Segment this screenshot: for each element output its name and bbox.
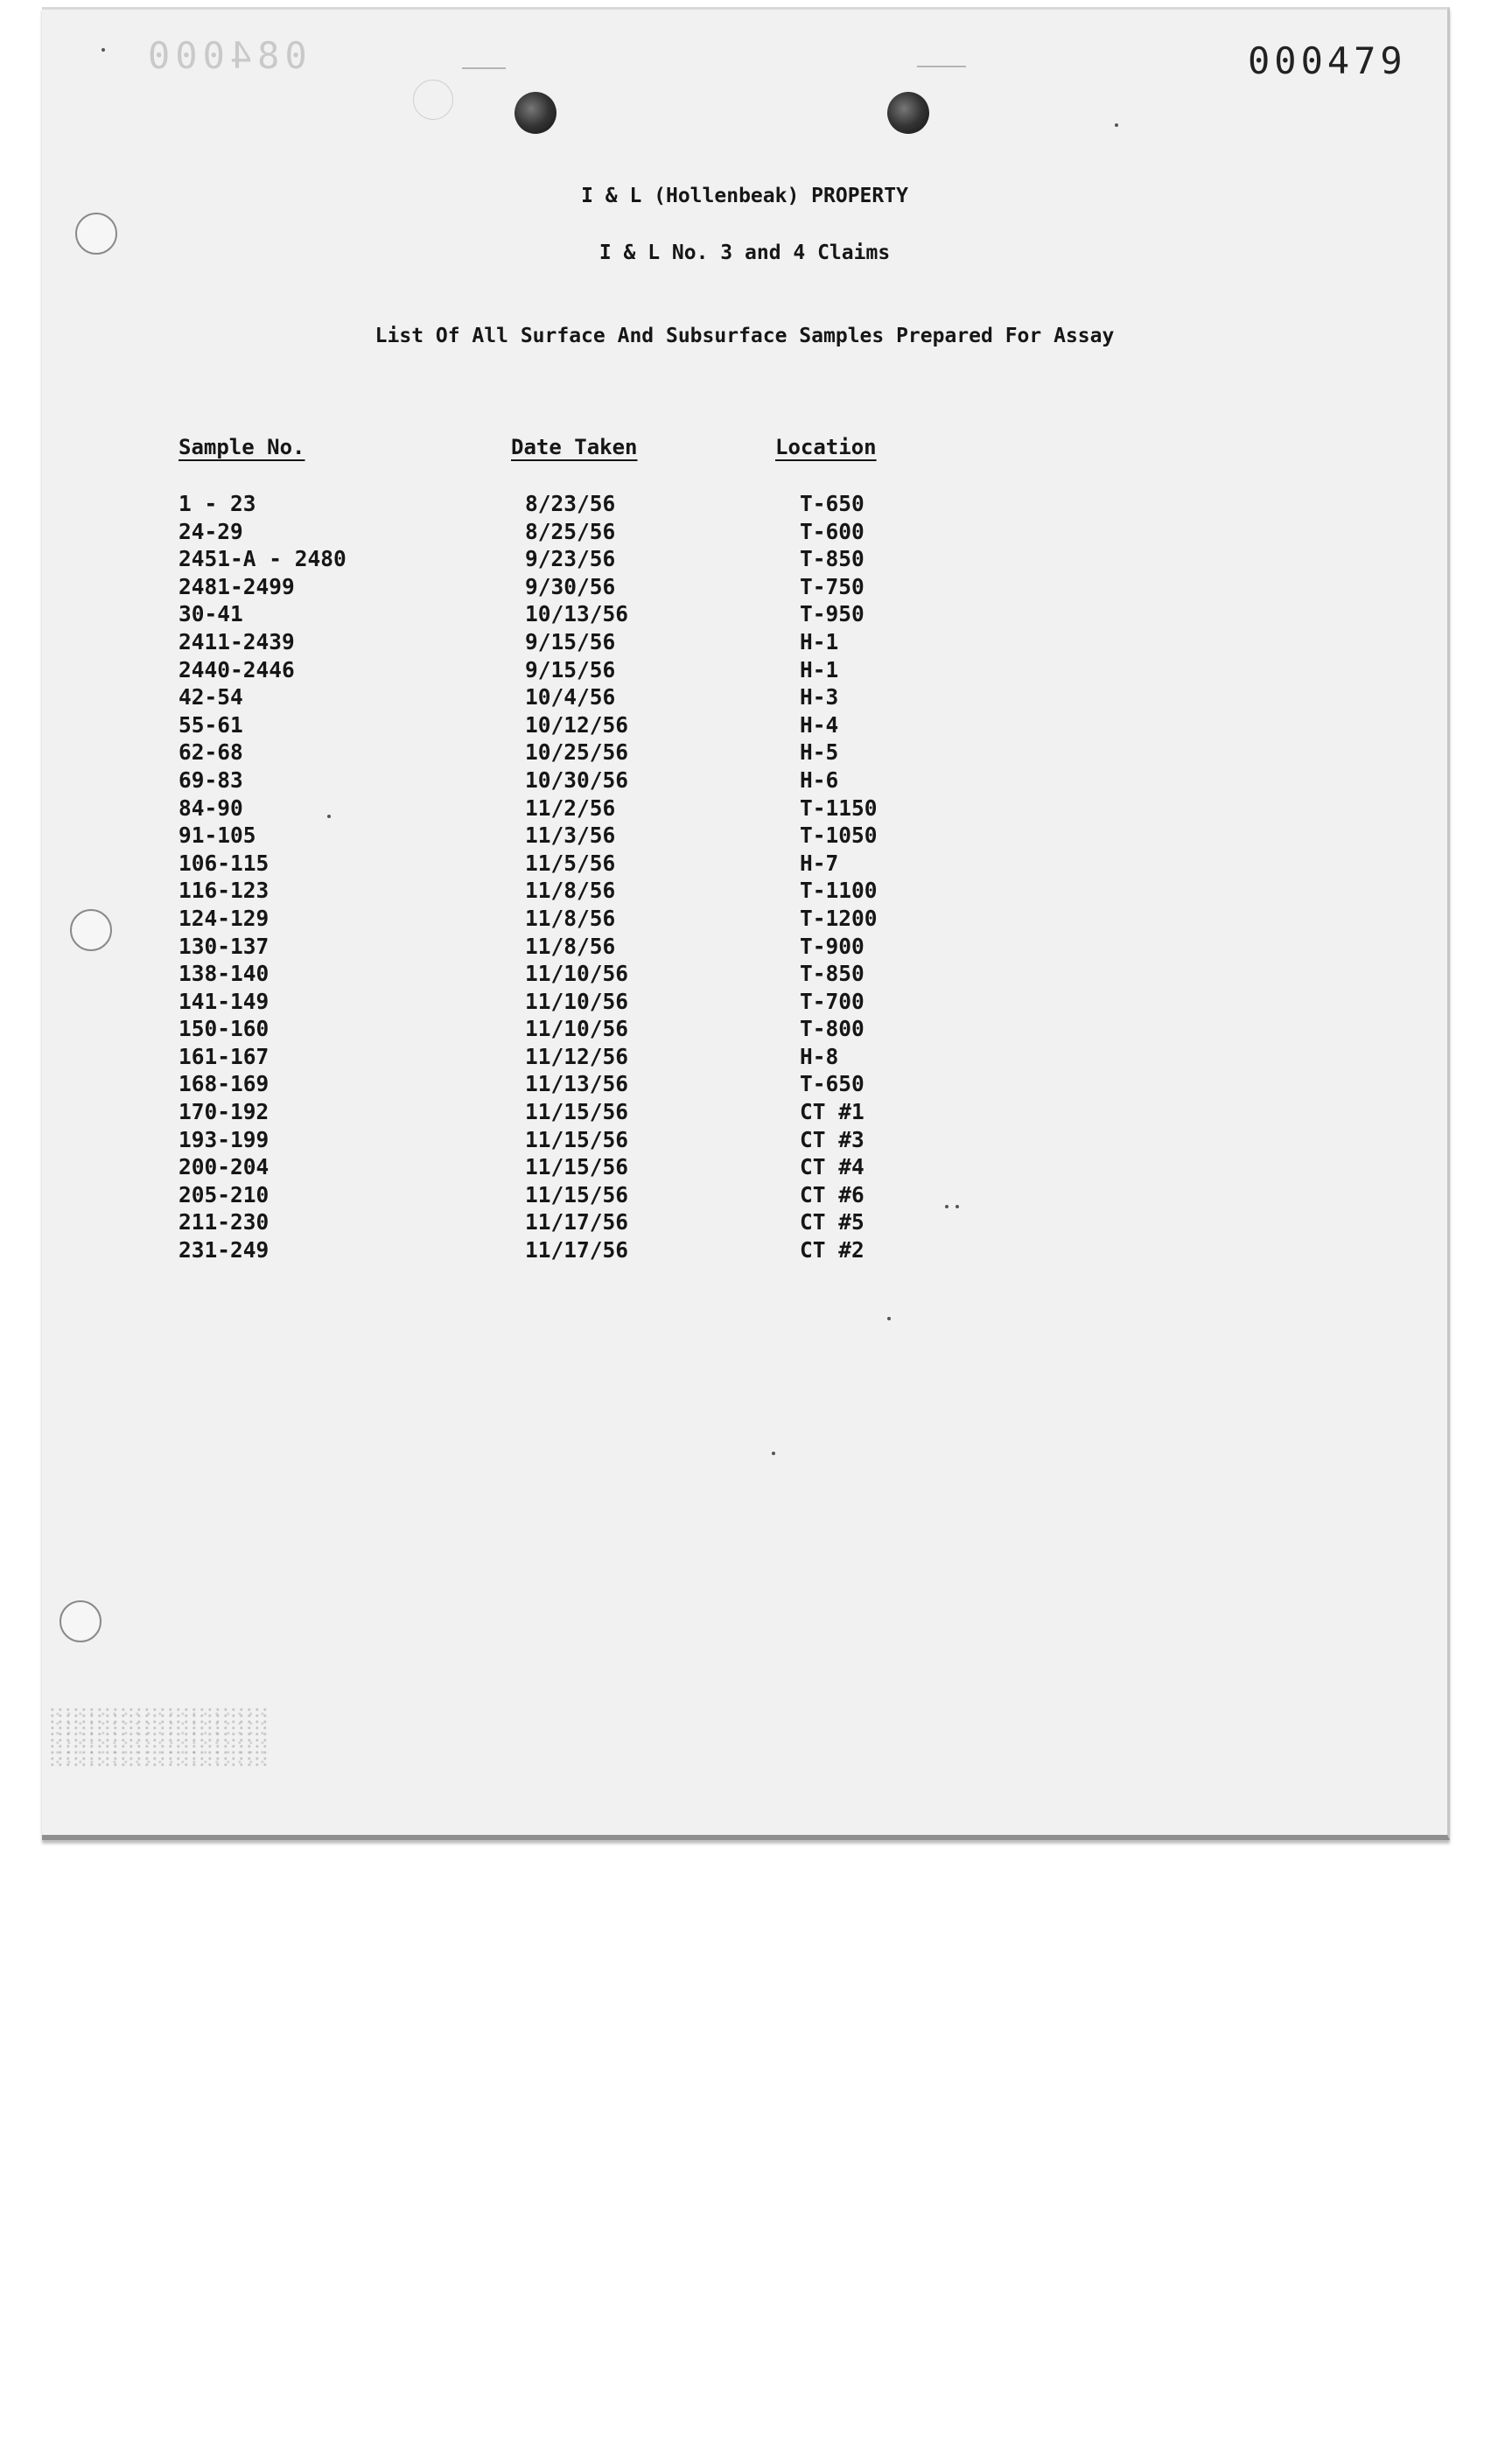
- table-row: [42, 1209, 1447, 1237]
- sample-number: 193-199: [178, 1126, 270, 1152]
- scan-speck: [1115, 123, 1118, 127]
- sample-number: 116-123: [178, 878, 270, 904]
- sample-number: 150-160: [178, 1016, 270, 1042]
- scan-speck: [887, 1317, 891, 1320]
- location: T-950: [800, 601, 864, 627]
- location: T-750: [800, 573, 864, 599]
- sample-number: 141-149: [178, 988, 270, 1014]
- column-header-location: Location: [775, 435, 877, 459]
- table-row: [42, 878, 1447, 906]
- sample-number: 42-54: [178, 684, 243, 710]
- table-row: [42, 906, 1447, 934]
- document-stamp-number: 000479: [1248, 39, 1407, 82]
- sample-number: 1 - 23: [178, 491, 256, 516]
- location: H-5: [800, 739, 839, 766]
- table-row: [42, 989, 1447, 1017]
- sample-number: 205-210: [178, 1181, 270, 1208]
- scan-speck: [102, 48, 105, 52]
- date-taken: 11/13/56: [525, 1071, 629, 1097]
- location: H-8: [800, 1043, 839, 1069]
- date-taken: 11/3/56: [525, 822, 616, 849]
- claims-subtitle: I & L No. 3 and 4 Claims: [598, 242, 891, 264]
- table-row: [42, 1044, 1447, 1072]
- date-taken: 10/4/56: [525, 684, 616, 710]
- location: CT #1: [800, 1099, 864, 1125]
- faint-stamp-number: 084000: [143, 34, 307, 77]
- location: CT #3: [800, 1126, 864, 1152]
- date-taken: 11/5/56: [525, 850, 616, 876]
- sample-number: 231-249: [178, 1237, 270, 1264]
- sample-number: 161-167: [178, 1043, 270, 1069]
- date-taken: 11/15/56: [525, 1181, 629, 1208]
- table-row: [42, 1127, 1447, 1155]
- table-row: [42, 712, 1447, 740]
- sample-number: 2440-2446: [178, 656, 295, 682]
- date-taken: 9/30/56: [525, 573, 616, 599]
- sample-number: 138-140: [178, 961, 270, 987]
- table-row: [42, 1154, 1447, 1182]
- table-row: [42, 1182, 1447, 1210]
- location: H-1: [800, 656, 839, 682]
- location: H-6: [800, 766, 839, 793]
- location: T-850: [800, 546, 864, 572]
- date-taken: 11/10/56: [525, 1016, 629, 1042]
- date-taken: 11/15/56: [525, 1154, 629, 1180]
- document-page: [42, 7, 1450, 1840]
- table-row: [42, 684, 1447, 712]
- sample-number: 200-204: [178, 1154, 270, 1180]
- scan-scuff: [462, 67, 506, 69]
- scan-scuff: [917, 66, 966, 67]
- location: T-850: [800, 961, 864, 987]
- location: T-700: [800, 988, 864, 1014]
- date-taken: 8/25/56: [525, 518, 616, 544]
- table-row: [42, 1016, 1447, 1044]
- scan-smudge: [51, 1707, 270, 1768]
- table-row: [42, 767, 1447, 795]
- binder-hole-bottom: [60, 1600, 102, 1642]
- list-heading: List Of All Surface And Subsurface Samples Prepared For Assay: [374, 325, 1115, 347]
- sample-number: 24-29: [178, 518, 243, 544]
- sample-number: 2411-2439: [178, 628, 295, 654]
- table-row: [42, 739, 1447, 767]
- sample-number: 106-115: [178, 850, 270, 876]
- date-taken: 11/8/56: [525, 933, 616, 959]
- location: H-1: [800, 628, 839, 654]
- date-taken: 11/15/56: [525, 1099, 629, 1125]
- table-row: [42, 1099, 1447, 1127]
- table-row: [42, 822, 1447, 850]
- date-taken: 9/15/56: [525, 628, 616, 654]
- date-taken: 11/2/56: [525, 794, 616, 821]
- date-taken: 11/17/56: [525, 1237, 629, 1264]
- date-taken: 11/10/56: [525, 961, 629, 987]
- table-row: [42, 657, 1447, 685]
- punch-hole-faint: [413, 80, 453, 120]
- location: T-1150: [800, 794, 878, 821]
- table-row: [42, 601, 1447, 629]
- sample-number: 124-129: [178, 905, 270, 931]
- date-taken: 8/23/56: [525, 491, 616, 516]
- date-taken: 9/15/56: [525, 656, 616, 682]
- sample-number: 69-83: [178, 766, 243, 793]
- sample-number: 84-90: [178, 794, 243, 821]
- table-row: [42, 519, 1447, 547]
- table-row: [42, 491, 1447, 519]
- punch-hole-dark-right: [887, 92, 929, 134]
- sample-number: 30-41: [178, 601, 243, 627]
- sample-number: 130-137: [178, 933, 270, 959]
- date-taken: 11/8/56: [525, 905, 616, 931]
- sample-number: 170-192: [178, 1099, 270, 1125]
- table-row: [42, 850, 1447, 878]
- location: H-3: [800, 684, 839, 710]
- date-taken: 9/23/56: [525, 546, 616, 572]
- scan-speck: [772, 1452, 775, 1455]
- date-taken: 11/8/56: [525, 878, 616, 904]
- table-row: [42, 795, 1447, 823]
- location: T-900: [800, 933, 864, 959]
- location: CT #5: [800, 1209, 864, 1236]
- table-row: [42, 629, 1447, 657]
- property-title: I & L (Hollenbeak) PROPERTY: [581, 185, 908, 207]
- sample-number: 2451-A - 2480: [178, 546, 346, 572]
- date-taken: 11/12/56: [525, 1043, 629, 1069]
- table-row: [42, 1071, 1447, 1099]
- location: T-1050: [800, 822, 878, 849]
- column-header-date: Date Taken: [511, 435, 638, 459]
- location: T-800: [800, 1016, 864, 1042]
- location: H-4: [800, 711, 839, 738]
- location: CT #4: [800, 1154, 864, 1180]
- sample-number: 62-68: [178, 739, 243, 766]
- location: T-650: [800, 1071, 864, 1097]
- date-taken: 10/13/56: [525, 601, 629, 627]
- location: T-1200: [800, 905, 878, 931]
- location: T-1100: [800, 878, 878, 904]
- date-taken: 11/17/56: [525, 1209, 629, 1236]
- punch-hole-dark-left: [514, 92, 556, 134]
- location: CT #6: [800, 1181, 864, 1208]
- column-header-sample: Sample No.: [178, 435, 305, 459]
- date-taken: 10/25/56: [525, 739, 629, 766]
- location: T-650: [800, 491, 864, 516]
- sample-table: [42, 491, 1447, 1265]
- table-row: [42, 1237, 1447, 1265]
- date-taken: 10/30/56: [525, 766, 629, 793]
- location: T-600: [800, 518, 864, 544]
- sample-number: 168-169: [178, 1071, 270, 1097]
- table-row: [42, 574, 1447, 602]
- location: H-7: [800, 850, 839, 876]
- location: CT #2: [800, 1237, 864, 1264]
- date-taken: 11/10/56: [525, 988, 629, 1014]
- sample-number: 2481-2499: [178, 573, 295, 599]
- date-taken: 11/15/56: [525, 1126, 629, 1152]
- date-taken: 10/12/56: [525, 711, 629, 738]
- sample-number: 55-61: [178, 711, 243, 738]
- table-row: [42, 546, 1447, 574]
- sample-number: 91-105: [178, 822, 256, 849]
- table-row: [42, 934, 1447, 962]
- sample-number: 211-230: [178, 1209, 270, 1236]
- table-row: [42, 961, 1447, 989]
